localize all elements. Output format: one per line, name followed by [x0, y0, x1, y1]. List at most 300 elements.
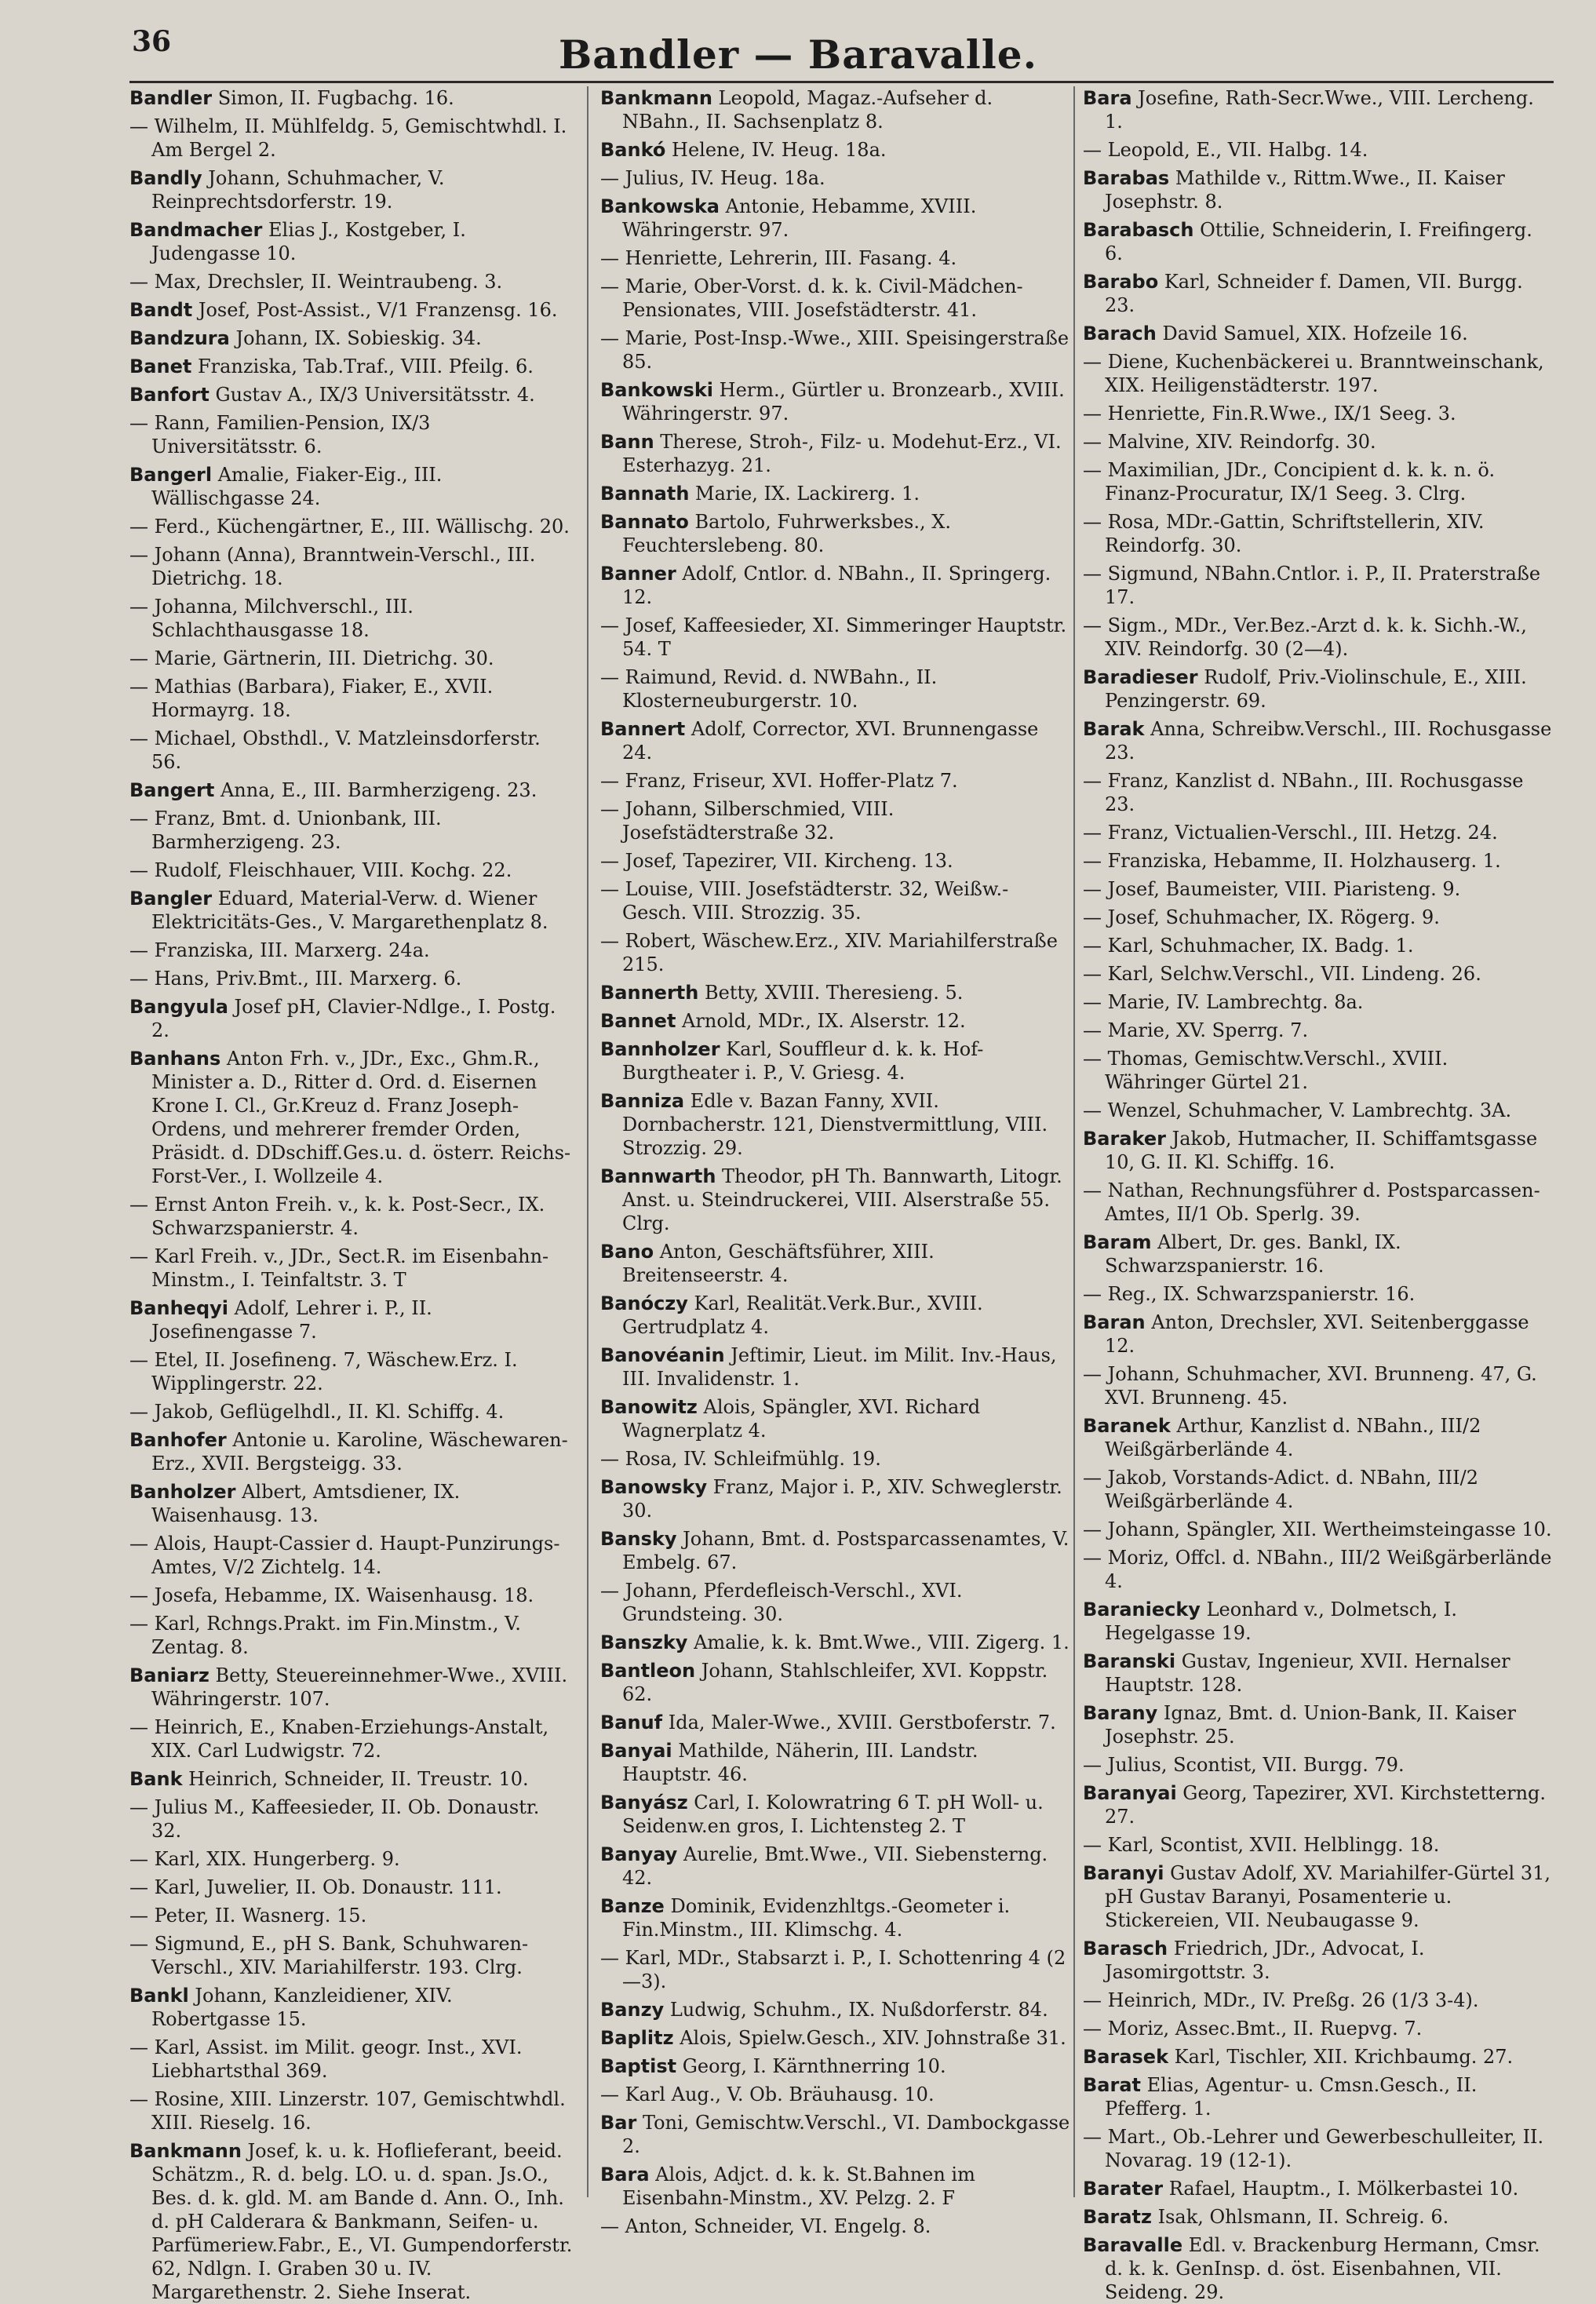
directory-entry: [1083, 1047, 1554, 1094]
directory-entry: [1083, 458, 1554, 505]
directory-entry: [600, 929, 1071, 976]
entry-details: Johann, Schuhmacher, V. Reinprechtsdorferstr. 19.: [151, 167, 445, 213]
directory-entry: [1083, 2177, 1554, 2200]
entry-details: Antonie u. Karoline, Wäschewaren-Erz., XVII. Bergsteigg. 33.: [151, 1429, 568, 1475]
directory-entry: [129, 1795, 573, 1843]
entry-surname: Bandt: [129, 299, 193, 321]
directory-entry: [600, 1739, 1071, 1786]
entry-details: — Malvine, XIV. Reindorfg. 30.: [1083, 431, 1376, 453]
directory-entry: [1083, 2233, 1554, 2304]
entry-details: Arthur, Kanzlist d. NBahn., III/2 Weißgärberlände 4.: [1105, 1415, 1481, 1460]
directory-entry: [1083, 1753, 1554, 1777]
directory-entry: [129, 86, 573, 110]
directory-entry: [1083, 1282, 1554, 1306]
directory-entry: [129, 115, 573, 162]
entry-surname: Banholzer: [129, 1481, 236, 1503]
entry-surname: Bannerth: [600, 982, 699, 1004]
entry-details: Helene, IV. Heug. 18a.: [665, 139, 887, 161]
entry-surname: Banóczy: [600, 1292, 688, 1314]
entry-details: — Franz, Bmt. d. Unionbank, III. Barmherzigeng. 23.: [129, 807, 442, 853]
directory-entry: [1083, 1598, 1554, 1645]
entry-details: Antonie, Hebamme, XVIII. Währingerstr. 97.: [622, 195, 977, 241]
entry-surname: Bannet: [600, 1010, 676, 1032]
directory-entry: [129, 1984, 573, 2031]
directory-entry: [1083, 562, 1554, 609]
directory-entry: [1083, 849, 1554, 873]
entry-details: Aurelie, Bmt.Wwe., VII. Siebensterng. 42.: [622, 1843, 1048, 1889]
directory-entry: [1083, 1230, 1554, 1278]
entry-details: Friedrich, JDr., Advocat, I. Jasomirgottstr. 3.: [1105, 1938, 1425, 1983]
entry-surname: Bankl: [129, 1985, 189, 2007]
column-divider: [587, 86, 588, 2197]
entry-surname: Baranyai: [1083, 1782, 1177, 1804]
entry-details: Gustav A., IX/3 Universitätsstr. 4.: [209, 384, 535, 406]
entry-details: — Josef, Schuhmacher, IX. Rögerg. 9.: [1083, 906, 1440, 928]
entry-details: Elias J., Kostgeber, I. Judengasse 10.: [151, 219, 466, 264]
entry-details: — Jakob, Geflügelhdl., II. Kl. Schiffg. 4.: [129, 1401, 505, 1423]
directory-entry: [129, 383, 573, 406]
entry-details: — Sigmund, NBahn.Cntlor. i. P., II. Praterstraße 17.: [1083, 563, 1541, 608]
entry-details: Elias, Agentur- u. Cmsn.Gesch., II. Pfefferg. 1.: [1105, 2074, 1478, 2120]
entry-details: Isak, Ohlsmann, II. Schreig. 6.: [1151, 2206, 1449, 2228]
entry-details: — Josef, Baumeister, VIII. Piaristeng. 9.: [1083, 878, 1461, 900]
directory-entry: [600, 1089, 1071, 1160]
entry-details: Adolf, Cntlor. d. NBahn., II. Springerg. 12.: [622, 563, 1051, 608]
entry-surname: Bannwarth: [600, 1165, 716, 1187]
entry-details: Alois, Adjct. d. k. k. St.Bahnen im Eisenbahn-Minstm., XV. Pelzg. 2. F: [622, 2164, 975, 2209]
directory-entry: [129, 326, 573, 350]
directory-entry: [600, 1946, 1071, 1993]
directory-entry: [600, 246, 1071, 270]
entry-details: Johann, Kanzleidiener, XIV. Robertgasse 15.: [151, 1985, 453, 2030]
entry-details: Jeftimir, Lieut. im Milit. Inv.-Haus, III. Invalidenstr. 1.: [622, 1344, 1057, 1390]
entry-details: Betty, Steuereinnehmer-Wwe., XVIII. Währingerstr. 107.: [151, 1664, 568, 1710]
entry-details: Bartolo, Fuhrwerksbes., X. Feuchterslebeng. 80.: [622, 511, 951, 556]
entry-details: — Hans, Priv.Bmt., III. Marxerg. 6.: [129, 968, 462, 990]
directory-entry: [600, 378, 1071, 425]
directory-entry: [129, 995, 573, 1042]
directory-entry: [600, 1037, 1071, 1085]
directory-entry: [1083, 138, 1554, 162]
entry-surname: Banheqyi: [129, 1297, 228, 1319]
entry-details: — Ernst Anton Freih. v., k. k. Post-Secr., IX. Schwarzspanierstr. 4.: [129, 1194, 545, 1239]
directory-entry: [600, 1343, 1071, 1391]
entry-details: — Thomas, Gemischtw.Verschl., XVIII. Währinger Gürtel 21.: [1083, 1048, 1448, 1093]
entry-surname: Banzy: [600, 1999, 665, 2021]
entry-surname: Bansky: [600, 1528, 677, 1550]
entry-surname: Baraker: [1083, 1128, 1166, 1150]
column-3: [1083, 86, 1554, 2303]
entry-surname: Bankmann: [129, 2140, 242, 2162]
entry-details: Heinrich, Schneider, II. Treustr. 10.: [182, 1768, 529, 1790]
directory-entry: [600, 2026, 1071, 2050]
directory-entry: [129, 1767, 573, 1791]
directory-entry: [1083, 769, 1554, 816]
directory-entry: [1083, 1099, 1554, 1122]
entry-surname: Bangerl: [129, 464, 213, 486]
entry-details: Therese, Stroh-, Filz- u. Modehut-Erz., VI. Esterhazyg. 21.: [622, 431, 1062, 476]
entry-details: — Sigmund, E., pH S. Bank, Schuhwaren-Verschl., XIV. Mariahilferstr. 193. Clrg.: [129, 1933, 529, 1978]
entry-surname: Baniarz: [129, 1664, 210, 1686]
directory-entry: [600, 1527, 1071, 1574]
running-head: Bandler — Baravalle.: [559, 31, 1037, 78]
directory-entry: [129, 515, 573, 538]
entry-details: Mathilde, Näherin, III. Landstr. Hauptstr. 46.: [622, 1740, 978, 1785]
entry-details: — Julius, IV. Heug. 18a.: [600, 167, 825, 189]
entry-details: — Marie, XV. Sperrg. 7.: [1083, 1019, 1309, 1041]
entry-details: Dominik, Evidenzhltgs.-Geometer i. Fin.Minstm., III. Klimschg. 4.: [622, 1895, 1011, 1941]
directory-entry: [129, 1245, 573, 1292]
entry-details: Amalie, k. k. Bmt.Wwe., VIII. Zigerg. 1.: [687, 1631, 1069, 1653]
entry-surname: Banner: [600, 563, 676, 585]
directory-entry: [129, 1428, 573, 1475]
entry-details: — Anton, Schneider, VI. Engelg. 8.: [600, 2215, 931, 2237]
entry-details: Johann, Stahlschleifer, XVI. Koppstr. 62.: [622, 1660, 1048, 1705]
entry-surname: Barany: [1083, 1702, 1158, 1724]
directory-entry: [600, 562, 1071, 609]
entry-details: — Franz, Victualien-Verschl., III. Hetzg. 24.: [1083, 822, 1498, 844]
entry-surname: Banuf: [600, 1712, 663, 1733]
directory-entry: [600, 1447, 1071, 1471]
directory-entry: [1083, 270, 1554, 317]
directory-entry: [1083, 1546, 1554, 1593]
entry-surname: Banze: [600, 1895, 665, 1917]
entry-details: — Etel, II. Josefineng. 7, Wäschew.Erz. I. Wipplingerstr. 22.: [129, 1349, 518, 1394]
entry-surname: Bank: [129, 1768, 183, 1790]
entry-details: — Alois, Haupt-Cassier d. Haupt-Punzirungs-Amtes, V/2 Zichtelg. 14.: [129, 1533, 560, 1578]
entry-surname: Baranyi: [1083, 1862, 1164, 1884]
directory-entry: [1083, 1989, 1554, 2012]
directory-entry: [129, 1400, 573, 1424]
entry-details: — Robert, Wäschew.Erz., XIV. Mariahilferstraße 215.: [600, 930, 1058, 975]
entry-details: Betty, XVIII. Theresieng. 5.: [698, 982, 964, 1004]
entry-details: Edle v. Bazan Fanny, XVII. Dornbacherstr. 121, Dienstvermittlung, VIII. Strozzig. 29.: [622, 1090, 1048, 1159]
entry-surname: Barabas: [1083, 167, 1170, 189]
entry-details: Anton Frh. v., JDr., Exc., Ghm.R., Minister a. D., Ritter d. Ord. d. Eisernen Krone I. Cl., Gr.Kreuz d. Franz Joseph-Ordens, und mehrerer fremder Orden, Präsidt. d. DDschiff.Ges.u. d. österr. Reichs-Forst-Ver., I. Wollzeile 4.: [151, 1048, 571, 1187]
entry-details: Josef, Post-Assist., V/1 Franzensg. 16.: [192, 299, 558, 321]
entry-details: — Henriette, Lehrerin, III. Fasang. 4.: [600, 247, 957, 269]
entry-details: — Max, Drechsler, II. Weintraubeng. 3.: [129, 271, 503, 293]
entry-details: — Maximilian, JDr., Concipient d. k. k. n. ö. Finanz-Procuratur, IX/1 Seeg. 3. Clrg.: [1083, 459, 1496, 505]
entry-surname: Bangert: [129, 779, 215, 801]
entry-details: — Josef, Tapezirer, VII. Kircheng. 13.: [600, 850, 953, 872]
entry-surname: Barat: [1083, 2074, 1141, 2096]
entry-surname: Bann: [600, 431, 654, 453]
directory-entry: [1083, 1937, 1554, 1984]
directory-entry: [129, 807, 573, 854]
entry-surname: Bandler: [129, 87, 213, 109]
entry-details: — Reg., IX. Schwarzspanierstr. 16.: [1083, 1283, 1416, 1305]
directory-entry: [129, 1932, 573, 1979]
directory-entry: [129, 778, 573, 802]
entry-details: — Michael, Obsthdl., V. Matzleinsdorferstr. 56.: [129, 727, 541, 773]
entry-details: Johann, Bmt. d. Postsparcassenamtes, V. Embelg. 67.: [622, 1528, 1069, 1573]
directory-entry: [600, 1292, 1071, 1339]
directory-entry: [1083, 906, 1554, 929]
entry-details: Johann, IX. Sobieskig. 34.: [229, 327, 482, 349]
entry-details: — Peter, II. Wasnerg. 15.: [129, 1905, 367, 1927]
directory-entry: [1083, 614, 1554, 661]
entry-details: — Johann, Schuhmacher, XVI. Brunneng. 47, G. XVI. Brunneng. 45.: [1083, 1363, 1537, 1409]
directory-entry: [1083, 2017, 1554, 2040]
entry-details: Ottilie, Schneiderin, I. Freifingerg. 6.: [1105, 219, 1532, 264]
directory-entry: [600, 1009, 1071, 1033]
entry-surname: Bankó: [600, 139, 666, 161]
entry-details: — Raimund, Revid. d. NWBahn., II. Klosterneuburgerstr. 10.: [600, 666, 938, 712]
entry-details: Josef pH, Clavier-Ndlge., I. Postg. 2.: [151, 996, 556, 1041]
directory-entry: [1083, 218, 1554, 265]
entry-details: — Moriz, Offcl. d. NBahn., III/2 Weißgärberlände 4.: [1083, 1547, 1552, 1592]
entry-details: — Karl, Schuhmacher, IX. Badg. 1.: [1083, 935, 1414, 957]
directory-entry: [600, 510, 1071, 557]
directory-entry: [1083, 1414, 1554, 1461]
column-1: [129, 86, 573, 2303]
entry-details: Josefine, Rath-Secr.Wwe., VIII. Lercheng. 1.: [1105, 87, 1534, 133]
directory-entry: [1083, 821, 1554, 844]
entry-details: Rudolf, Priv.-Violinschule, E., XIII. Penzingerstr. 69.: [1105, 666, 1527, 712]
entry-surname: Banszky: [600, 1631, 688, 1653]
directory-entry: [129, 1296, 573, 1343]
directory-entry: [600, 2111, 1071, 2158]
directory-entry: [600, 797, 1071, 844]
directory-entry: [129, 727, 573, 774]
entry-details: Karl, Schneider f. Damen, VII. Burgg. 23.: [1105, 271, 1523, 316]
entry-details: Franz, Major i. P., XIV. Schweglerstr. 30.: [622, 1476, 1062, 1522]
entry-surname: Bara: [1083, 87, 1132, 109]
entry-details: — Johann, Spängler, XII. Wertheimsteingasse 10.: [1083, 1518, 1552, 1540]
directory-entry: [129, 1847, 573, 1871]
directory-entry: [600, 2083, 1071, 2106]
directory-entry: [1083, 1127, 1554, 1174]
entry-details: — Marie, IV. Lambrechtg. 8a.: [1083, 991, 1364, 1013]
page-number: 36: [132, 25, 172, 58]
entry-details: — Johann (Anna), Branntwein-Verschl., III. Dietrichg. 18.: [129, 544, 536, 589]
directory-entry: [129, 166, 573, 213]
directory-entry: [129, 647, 573, 670]
directory-entry: [600, 1240, 1071, 1287]
entry-details: Gustav, Ingenieur, XVII. Hernalser Hauptstr. 128.: [1105, 1650, 1510, 1696]
entry-surname: Bara: [600, 2164, 650, 2186]
entry-surname: Barater: [1083, 2178, 1164, 2200]
entry-surname: Barabo: [1083, 271, 1159, 293]
entry-details: Arnold, MDr., IX. Alserstr. 12.: [676, 1010, 966, 1032]
entry-surname: Banowsky: [600, 1476, 708, 1498]
entry-details: — Rosine, XIII. Linzerstr. 107, Gemischtwhdl. XIII. Rieselg. 16.: [129, 2088, 566, 2134]
entry-details: — Marie, Post-Insp.-Wwe., XIII. Speisingerstraße 85.: [600, 327, 1069, 373]
entry-details: Karl, Tischler, XII. Krichbaumg. 27.: [1168, 2046, 1514, 2068]
directory-entry: [1083, 430, 1554, 454]
entry-surname: Bandly: [129, 167, 202, 189]
entry-details: — Julius, Scontist, VII. Burgg. 79.: [1083, 1754, 1405, 1776]
directory-entry: [129, 1532, 573, 1579]
entry-surname: Baran: [1083, 1311, 1146, 1333]
entry-details: Josef, k. u. k. Hoflieferant, beeid. Schätzm., R. d. belg. LO. u. d. span. Js.O., Bes. d. k. gld. M. am Bande d. Ann. O., Inh. d. pH Calderara & Bankmann, Seifen- u. Parfümeriew.Fabr., E., VI. Gumpendorferstr. 62, Ndlgn. I. Graben 30 u. IV. Margarethenstr. 2. Siehe Inserat.: [151, 2140, 573, 2303]
directory-entry: [1083, 2073, 1554, 2120]
directory-entry: [129, 859, 573, 882]
directory-entry: [129, 1904, 573, 1927]
entry-surname: Banniza: [600, 1090, 685, 1112]
entry-details: — Rann, Familien-Pension, IX/3 Universitätsstr. 6.: [129, 412, 431, 458]
entry-details: — Franz, Friseur, XVI. Hoffer-Platz 7.: [600, 770, 958, 792]
entry-surname: Bannert: [600, 718, 686, 740]
directory-entry: [600, 1165, 1071, 1235]
directory-entry: [129, 2087, 573, 2134]
directory-entry: [1083, 665, 1554, 713]
entry-surname: Bar: [600, 2112, 637, 2134]
directory-entry: [1083, 510, 1554, 557]
entry-details: Karl, Realität.Verk.Bur., XVIII. Gertrudplatz 4.: [622, 1292, 983, 1338]
entry-surname: Bano: [600, 1241, 654, 1263]
entry-surname: Banfort: [129, 384, 210, 406]
directory-entry: [600, 717, 1071, 764]
directory-entry: [129, 675, 573, 722]
entry-surname: Baranek: [1083, 1415, 1171, 1437]
header-rule: [129, 81, 1554, 83]
entry-details: — Louise, VIII. Josefstädterstr. 32, Weißw.-Gesch. VIII. Strozzig. 35.: [600, 878, 1009, 924]
directory-entry: [1083, 350, 1554, 397]
entry-details: — Sigm., MDr., Ver.Bez.-Arzt d. k. k. Sichh.-W., XIV. Reindorfg. 30 (2—4).: [1083, 614, 1527, 660]
directory-entry: [1083, 402, 1554, 425]
entry-details: — Johann, Silberschmied, VIII. Josefstädterstraße 32.: [600, 798, 895, 844]
directory-entry: [129, 1193, 573, 1240]
directory-entry: [600, 1998, 1071, 2021]
entry-surname: Banyai: [600, 1740, 672, 1762]
directory-entry: [1083, 2205, 1554, 2229]
entry-details: — Karl, Rchngs.Prakt. im Fin.Minstm., V. Zentag. 8.: [129, 1613, 521, 1658]
entry-details: — Karl Freih. v., JDr., Sect.R. im Eisenbahn-Minstm., I. Teinfaltstr. 3. T: [129, 1245, 549, 1291]
entry-surname: Barabasch: [1083, 219, 1194, 241]
directory-entry: [1083, 1781, 1554, 1828]
entry-details: — Mathias (Barbara), Fiaker, E., XVII. Hormayrg. 18.: [129, 676, 494, 721]
entry-surname: Bantleon: [600, 1660, 696, 1682]
entry-surname: Bandmacher: [129, 219, 263, 241]
directory-entry: [600, 1894, 1071, 1941]
entry-details: Leonhard v., Dolmetsch, I. Hegelgasse 19.: [1105, 1599, 1458, 1644]
directory-entry: [600, 2054, 1071, 2078]
directory-entry: [600, 614, 1071, 661]
entry-surname: Banet: [129, 355, 192, 377]
entry-details: — Rosa, MDr.-Gattin, Schriftstellerin, XIV. Reindorfg. 30.: [1083, 511, 1485, 556]
directory-entry: [600, 981, 1071, 1004]
directory-entry: [129, 939, 573, 962]
entry-details: — Johann, Pferdefleisch-Verschl., XVI. Grundsteing. 30.: [600, 1580, 963, 1625]
entry-details: — Marie, Gärtnerin, III. Dietrichg. 30.: [129, 647, 494, 669]
entry-details: — Franz, Kanzlist d. NBahn., III. Rochusgasse 23.: [1083, 770, 1524, 815]
directory-entry: [1083, 166, 1554, 213]
directory-entry: [1083, 2125, 1554, 2172]
directory-entry: [1083, 877, 1554, 901]
entry-details: Georg, I. Kärnthnerring 10.: [676, 2055, 946, 2077]
directory-entry: [600, 1791, 1071, 1838]
entry-details: Mathilde v., Rittm.Wwe., II. Kaiser Josephstr. 8.: [1105, 167, 1505, 213]
entry-details: Amalie, Fiaker-Eig., III. Wällischgasse 24.: [151, 464, 443, 509]
directory-entry: [600, 275, 1071, 322]
directory-entry: [129, 1664, 573, 1711]
directory-entry: [600, 86, 1071, 133]
entry-surname: Baraniecky: [1083, 1599, 1201, 1620]
directory-entry: [1083, 990, 1554, 1014]
entry-surname: Baptist: [600, 2055, 677, 2077]
directory-entry: [1083, 1362, 1554, 1409]
entry-details: — Ferd., Küchengärtner, E., III. Wällischg. 20.: [129, 516, 570, 538]
entry-details: — Franziska, Hebamme, II. Holzhauserg. 1.: [1083, 850, 1501, 872]
entry-details: Anna, E., III. Barmherzigeng. 23.: [214, 779, 537, 801]
entry-details: — Karl, Selchw.Verschl., VII. Lindeng. 26.: [1083, 963, 1481, 985]
directory-entry: [600, 1711, 1071, 1734]
directory-entry: [129, 887, 573, 934]
directory-entry: [129, 2036, 573, 2083]
entry-surname: Barak: [1083, 718, 1145, 740]
directory-entry: [129, 463, 573, 510]
entry-details: — Heinrich, E., Knaben-Erziehungs-Anstalt, XIX. Carl Ludwigstr. 72.: [129, 1716, 549, 1762]
entry-surname: Bankowska: [600, 195, 720, 217]
directory-entry: [129, 1612, 573, 1659]
entry-details: — Franziska, III. Marxerg. 24a.: [129, 939, 430, 961]
directory-entry: [600, 2215, 1071, 2238]
directory-entry: [600, 877, 1071, 924]
entry-details: Anton, Drechsler, XVI. Seitenberggasse 12.: [1105, 1311, 1529, 1357]
entry-details: Anton, Geschäftsführer, XIII. Breitenseerstr. 4.: [622, 1241, 935, 1286]
column-2: [600, 86, 1071, 2237]
entry-surname: Banyay: [600, 1843, 678, 1865]
entry-details: — Josefa, Hebamme, IX. Waisenhausg. 18.: [129, 1584, 534, 1606]
entry-surname: Baravalle: [1083, 2234, 1183, 2256]
entry-details: Gustav Adolf, XV. Mariahilfer-Gürtel 31, pH Gustav Baranyi, Posamenterie u. Stickereien, VII. Neubaugasse 9.: [1105, 1862, 1551, 1931]
directory-entry: [600, 430, 1071, 477]
directory-entry: [600, 1659, 1071, 1706]
entry-surname: Banowitz: [600, 1396, 698, 1418]
entry-surname: Baplitz: [600, 2027, 674, 2049]
entry-surname: Barasch: [1083, 1938, 1168, 1959]
entry-details: — Karl, Assist. im Milit. geogr. Inst., XVI. Liebhartsthal 369.: [129, 2036, 523, 2082]
entry-surname: Banhans: [129, 1048, 221, 1070]
entry-surname: Bankmann: [600, 87, 712, 109]
directory-entry: [1083, 1311, 1554, 1358]
directory-entry: [1083, 1833, 1554, 1857]
entry-surname: Baratz: [1083, 2206, 1152, 2228]
entry-details: Ida, Maler-Wwe., XVIII. Gerstboferstr. 7.: [662, 1712, 1056, 1733]
entry-details: — Henriette, Fin.R.Wwe., IX/1 Seeg. 3.: [1083, 403, 1456, 425]
directory-entry: [1083, 934, 1554, 957]
directory-entry: [600, 482, 1071, 505]
directory-entry: [600, 1631, 1071, 1654]
directory-entry: [1083, 1701, 1554, 1748]
directory-entry: [1083, 1179, 1554, 1226]
entry-details: Adolf, Corrector, XVI. Brunnengasse 24.: [622, 718, 1039, 764]
entry-surname: Bangler: [129, 888, 213, 910]
directory-entry: [600, 326, 1071, 374]
entry-surname: Barach: [1083, 323, 1157, 345]
directory-entry: [129, 1480, 573, 1527]
entry-surname: Baram: [1083, 1231, 1152, 1253]
entry-details: Toni, Gemischtw.Verschl., VI. Dambockgasse 2.: [622, 2112, 1070, 2157]
directory-entry: [129, 1715, 573, 1763]
directory-entry: [129, 595, 573, 642]
entry-details: — Rudolf, Fleischhauer, VIII. Kochg. 22.: [129, 859, 512, 881]
directory-entry: [129, 411, 573, 458]
entry-details: — Leopold, E., VII. Halbg. 14.: [1083, 139, 1368, 161]
entry-details: Georg, Tapezirer, XVI. Kirchstetterng. 27.: [1105, 1782, 1547, 1828]
entry-details: — Josef, Kaffeesieder, XI. Simmeringer Hauptstr. 54. T: [600, 614, 1067, 660]
entry-details: Ludwig, Schuhm., IX. Nußdorferstr. 84.: [664, 1999, 1048, 2021]
entry-surname: Bangyula: [129, 996, 228, 1018]
entry-surname: Bannath: [600, 483, 690, 505]
entry-surname: Baradieser: [1083, 666, 1198, 688]
entry-surname: Banhofer: [129, 1429, 227, 1451]
entry-details: Albert, Amtsdiener, IX. Waisenhausg. 13.: [151, 1481, 461, 1526]
entry-details: Alois, Spielw.Gesch., XIV. Johnstraße 31.: [673, 2027, 1066, 2049]
entry-details: — Marie, Ober-Vorst. d. k. k. Civil-Mädchen-Pensionates, VIII. Josefstädterstr. 41.: [600, 275, 1023, 321]
